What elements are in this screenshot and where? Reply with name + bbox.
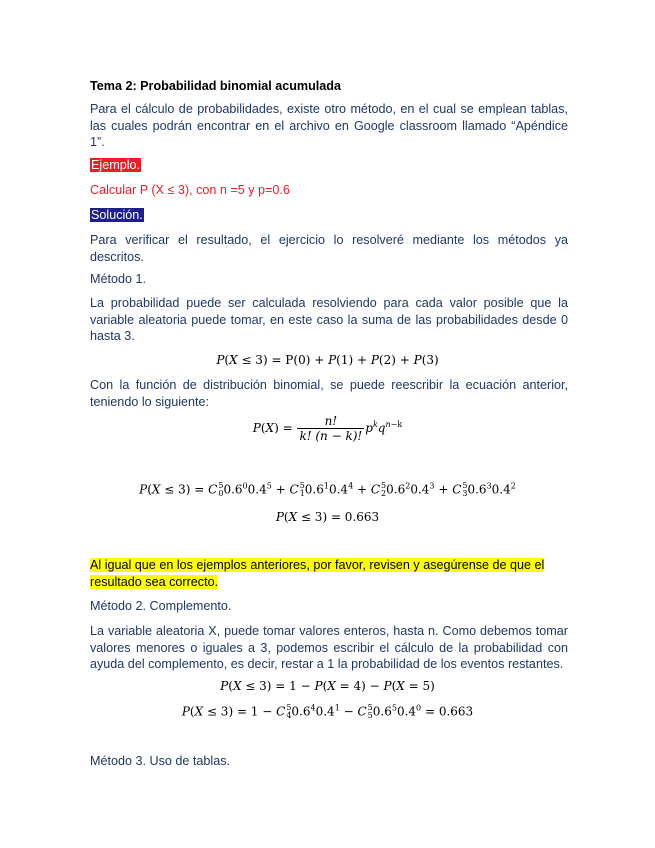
- method1-paragraph-2: Con la función de distribución binomial, se puede reescribir la ecuación anterior, teniendo lo siguiente:: [90, 378, 568, 409]
- equation-complement-expanded: P(X ≤ 3) = 1 − C 5 4 $0.6^40.4^1 - C$ 5 5 $0.6^50.4^0 = 0.663$: [181, 703, 474, 720]
- solution-label-line: [90, 207, 568, 224]
- method2-paragraph: La variable aleatoria X, puede tomar valores enteros, hasta n. Como debemos tomar valores menores o iguales a 3, podemos escribir el cálculo de la probabilidad con ayuda del complemento, es decir, restar a 1 la probabilidad de los eventos restantes.: [90, 624, 568, 671]
- equation-result: P(X ≤ 3) = 0.663: [275, 510, 380, 524]
- equation-expanded: P(X ≤ 3) = C 5 0 $0.6^00.4^5 + C$ 5 1 $0.6^10.4^4 + C$ 5 2 $0.6^20.4^3 + C$ 5 3 $0.6^30.4^2$: [139, 481, 516, 498]
- method2-title: Método 2. Complemento.: [90, 599, 232, 613]
- method1-title: Método 1.: [90, 272, 147, 286]
- method1-paragraph: La probabilidad puede ser calculada resolviendo para cada valor posible que la variable aleatoria puede tomar, en este caso la suma de las probabilidades desde 0 hasta 3.: [90, 296, 568, 343]
- solution-label: Solución.: [91, 208, 143, 222]
- solution-text: Para verificar el resultado, el ejercicio lo resolveré mediante los métodos ya descritos.: [90, 233, 568, 264]
- example-text: Calcular P (X ≤ 3), con n =5 y p=0.6: [90, 183, 290, 197]
- equation-binomial-formula: P(X) = $\frac{n!}{k! (n - k)!}$ $p^kq^{n-k}$: [252, 414, 403, 443]
- equation-complement: P(X ≤ 3) = 1 − P(X = 4) − P(X = 5): [220, 679, 435, 693]
- document-title: Tema 2: Probabilidad binomial acumulada: [90, 79, 341, 93]
- intro-paragraph: Para el cálculo de probabilidades, existe otro método, en el cual se emplean tablas, las cuales podrán encontrar en el archivo en Google classroom llamado “Apéndice 1”.: [90, 102, 568, 149]
- equation-sum: P(X ≤ 3) = P(0) + P(1) + P(2) + P(3): [216, 353, 439, 367]
- note-paragraph: [90, 557, 568, 590]
- example-label-line: [90, 157, 568, 174]
- binomial-fraction: $\frac{n!}{k! (n - k)!}$: [299, 414, 363, 443]
- example-label: Ejemplo.: [91, 158, 140, 172]
- note-highlight: Al igual que en los ejemplos anteriores, por favor, revisen y asegúrense de que el resultado sea correcto.: [90, 558, 545, 589]
- method3-title: Método 3. Uso de tablas.: [90, 754, 231, 768]
